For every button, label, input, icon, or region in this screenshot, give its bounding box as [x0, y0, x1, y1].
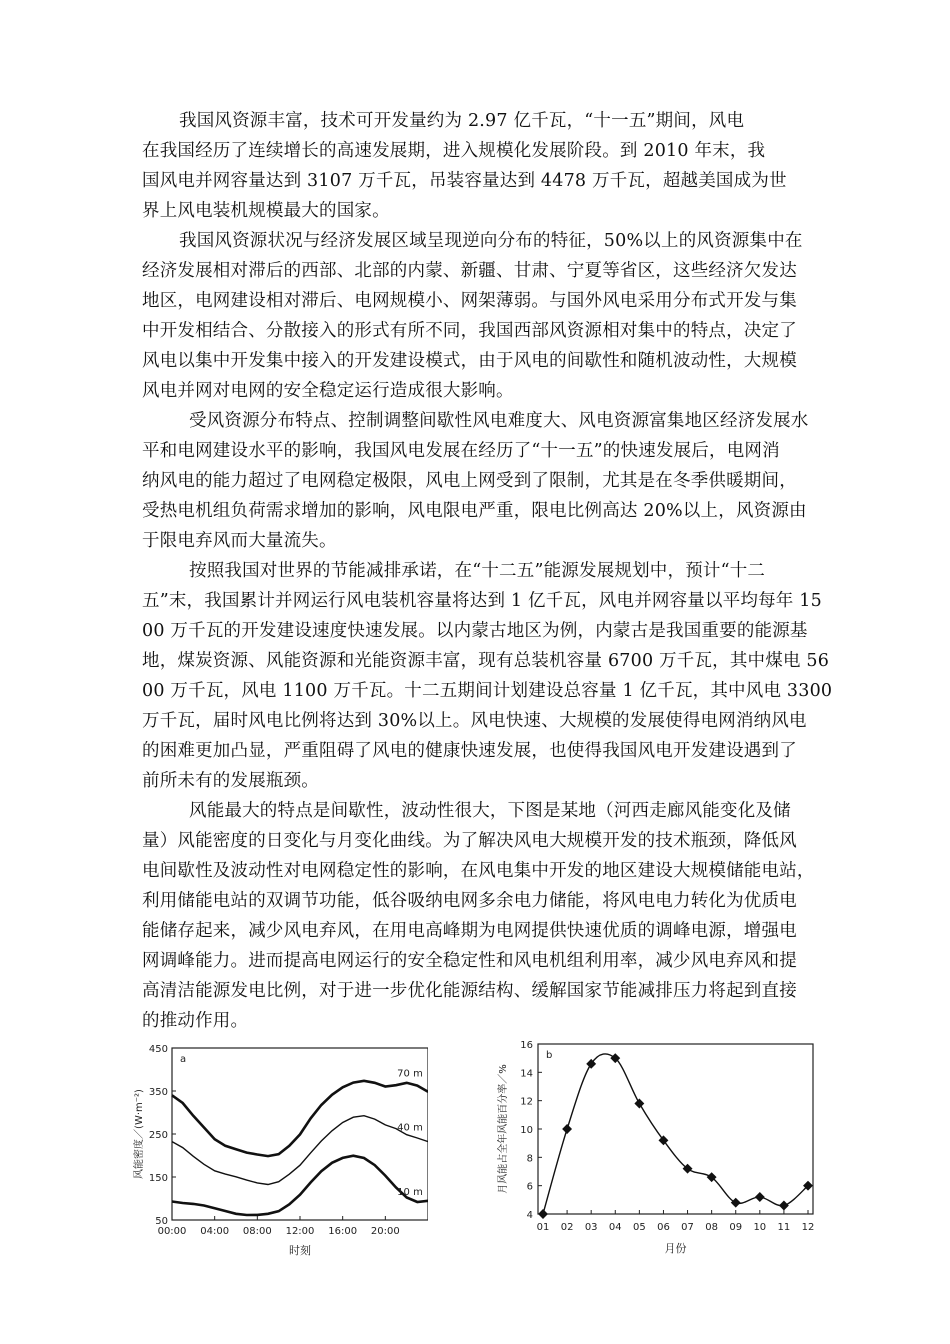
- text-line: 高清洁能源发电比例，对于进一步优化能源结构、缓解国家节能减排压力将起到直接: [142, 981, 797, 1001]
- x-axis-label: 时刻: [289, 1244, 311, 1257]
- x-tick-label: 09: [729, 1222, 743, 1233]
- data-point: [634, 1099, 644, 1109]
- y-tick-label: 12: [520, 1096, 533, 1108]
- series-label: 70 m: [397, 1068, 423, 1080]
- y-tick-label: 16: [520, 1040, 533, 1051]
- x-tick-label: 08:00: [242, 1226, 272, 1237]
- text-line: 地，煤炭资源、风能资源和光能资源丰富，现有总装机容量 6700 万千瓦，其中煤电 56: [142, 651, 830, 671]
- y-axis-label: 月风能占全年风能百分率／%: [498, 1064, 509, 1194]
- text-line: 受风资源分布特点、控制调整间歇性风电难度大、风电资源富集地区经济发展水: [189, 411, 809, 431]
- text-line: 地区，电网建设相对滞后、电网规模小、网架薄弱。与国外风电采用分布式开发与集: [142, 291, 797, 311]
- x-tick-label: 07: [681, 1222, 694, 1233]
- panel-label: b: [546, 1050, 553, 1061]
- text-line: 00 万千瓦，风电 1100 万千瓦。十二五期间计划建设总容量 1 亿千瓦，其中风电 3300: [142, 681, 833, 701]
- x-tick-label: 06: [657, 1222, 670, 1233]
- text-line: 纳风电的能力超过了电网稳定极限，风电上网受到了限制，尤其是在冬季供暖期间，: [142, 471, 797, 491]
- series-label: 40 m: [397, 1122, 423, 1134]
- chart-monthly-wind-share: [488, 1030, 828, 1270]
- text-line: 利用储能电站的双调节功能，低谷吸纳电网多余电力储能，将风电电力转化为优质电: [142, 891, 797, 911]
- x-tick-label: 08: [705, 1222, 719, 1233]
- body-text: [142, 106, 858, 1036]
- text-line: 网调峰能力。进而提高电网运行的安全稳定性和风电机组利用率，减少风电弃风和提: [142, 951, 797, 971]
- y-tick-label: 350: [148, 1087, 168, 1098]
- series-line: [172, 1116, 428, 1185]
- series-label: 10 m: [397, 1186, 423, 1198]
- text-line: 00 万千瓦的开发建设速度快速发展。以内蒙古地区为例，内蒙古是我国重要的能源基: [142, 621, 808, 641]
- text-line: 界上风电装机规模最大的国家。: [142, 201, 390, 221]
- text-line: 量）风能密度的日变化与月变化曲线。为了解决风电大规模开发的技术瓶颈，降低风: [142, 831, 797, 851]
- text-line: 受热电机组负荷需求增加的影响，风电限电严重，限电比例高达 20%以上，风资源由: [142, 501, 807, 521]
- text-line: 风能最大的特点是间歇性，波动性很大，下图是某地（河西走廊风能变化及储: [189, 801, 791, 821]
- data-point: [755, 1192, 765, 1202]
- data-point: [562, 1124, 572, 1134]
- text-line: 电间歇性及波动性对电网稳定性的影响，在风电集中开发的地区建设大规模储能电站，: [142, 861, 815, 881]
- text-line: 我国风资源丰富，技术可开发量约为 2.97 亿千瓦，“十一五”期间，风电: [179, 111, 745, 131]
- y-tick-label: 4: [526, 1210, 533, 1221]
- y-tick-label: 10: [520, 1125, 533, 1136]
- text-line: 风电以集中开发集中接入的开发建设模式，由于风电的间歇性和随机波动性，大规模: [142, 351, 797, 371]
- panel-label: a: [180, 1054, 187, 1065]
- text-line: 我国风资源状况与经济发展区域呈现逆向分布的特征，50%以上的风资源集中在: [179, 231, 803, 251]
- text-line: 前所未有的发展瓶颈。: [142, 771, 319, 791]
- text-line: 平和电网建设水平的影响，我国风电发展在经历了“十一五”的快速发展后，电网消: [142, 441, 780, 461]
- data-point: [779, 1201, 789, 1211]
- data-point: [731, 1198, 741, 1208]
- x-tick-label: 12: [801, 1222, 815, 1233]
- y-axis-label: 风能密度／(W·m⁻²): [134, 1089, 145, 1179]
- series-line: [172, 1081, 428, 1156]
- plot-frame: [538, 1044, 813, 1214]
- x-tick-label: 11: [777, 1222, 791, 1233]
- text-line: 中开发相结合、分散接入的形式有所不同，我国西部风资源相对集中的特点，决定了: [142, 321, 797, 341]
- x-tick-label: 05: [632, 1222, 646, 1233]
- y-tick-label: 50: [155, 1216, 168, 1227]
- text-line: 风电并网对电网的安全稳定运行造成很大影响。: [142, 381, 514, 401]
- text-line: 于限电弃风而大量流失。: [142, 531, 337, 551]
- text-line: 的困难更加凸显，严重阻碍了风电的健康快速发展，也使得我国风电开发建设遇到了: [142, 741, 797, 761]
- x-axis-label: 月份: [664, 1242, 687, 1255]
- x-tick-label: 12:00: [285, 1226, 315, 1237]
- x-tick-label: 00:00: [157, 1226, 187, 1237]
- figure-area: [128, 1030, 828, 1270]
- y-tick-label: 150: [148, 1173, 168, 1184]
- x-tick-label: 02: [560, 1222, 574, 1233]
- text-line: 五”末，我国累计并网运行风电装机容量将达到 1 亿千瓦，风电并网容量以平均每年 15: [142, 591, 822, 611]
- y-tick-label: 6: [526, 1181, 533, 1193]
- text-line: 在我国经历了连续增长的高速发展期，进入规模化发展阶段。到 2010 年末，我: [142, 141, 766, 161]
- y-tick-label: 450: [148, 1044, 168, 1055]
- text-line: 经济发展相对滞后的西部、北部的内蒙、新疆、甘肃、宁夏等省区，这些经济欠发达: [142, 261, 797, 281]
- y-tick-label: 250: [148, 1130, 168, 1141]
- text-line: 国风电并网容量达到 3107 万千瓦，吊装容量达到 4478 万千瓦，超越美国成为世: [142, 171, 787, 191]
- x-tick-label: 04: [608, 1222, 622, 1233]
- text-line: 按照我国对世界的节能减排承诺，在“十二五”能源发展规划中，预计“十二: [189, 561, 766, 581]
- series-line: [543, 1054, 808, 1214]
- y-tick-label: 14: [520, 1068, 533, 1080]
- x-tick-label: 01: [536, 1222, 550, 1233]
- text-line: 万千瓦，届时风电比例将达到 30%以上。风电快速、大规模的发展使得电网消纳风电: [142, 711, 807, 731]
- text-line: 的推动作用。: [142, 1011, 249, 1031]
- x-tick-label: 20:00: [370, 1226, 400, 1237]
- x-tick-label: 04:00: [200, 1226, 230, 1237]
- y-tick-label: 8: [526, 1153, 533, 1165]
- chart-daily-wind-density: [128, 1030, 428, 1270]
- x-tick-label: 03: [584, 1222, 598, 1233]
- x-tick-label: 10: [753, 1222, 767, 1233]
- x-tick-label: 16:00: [328, 1226, 358, 1237]
- text-line: 能储存起来，减少风电弃风，在用电高峰期为电网提供快速优质的调峰电源，增强电: [142, 921, 797, 941]
- data-point: [538, 1209, 548, 1219]
